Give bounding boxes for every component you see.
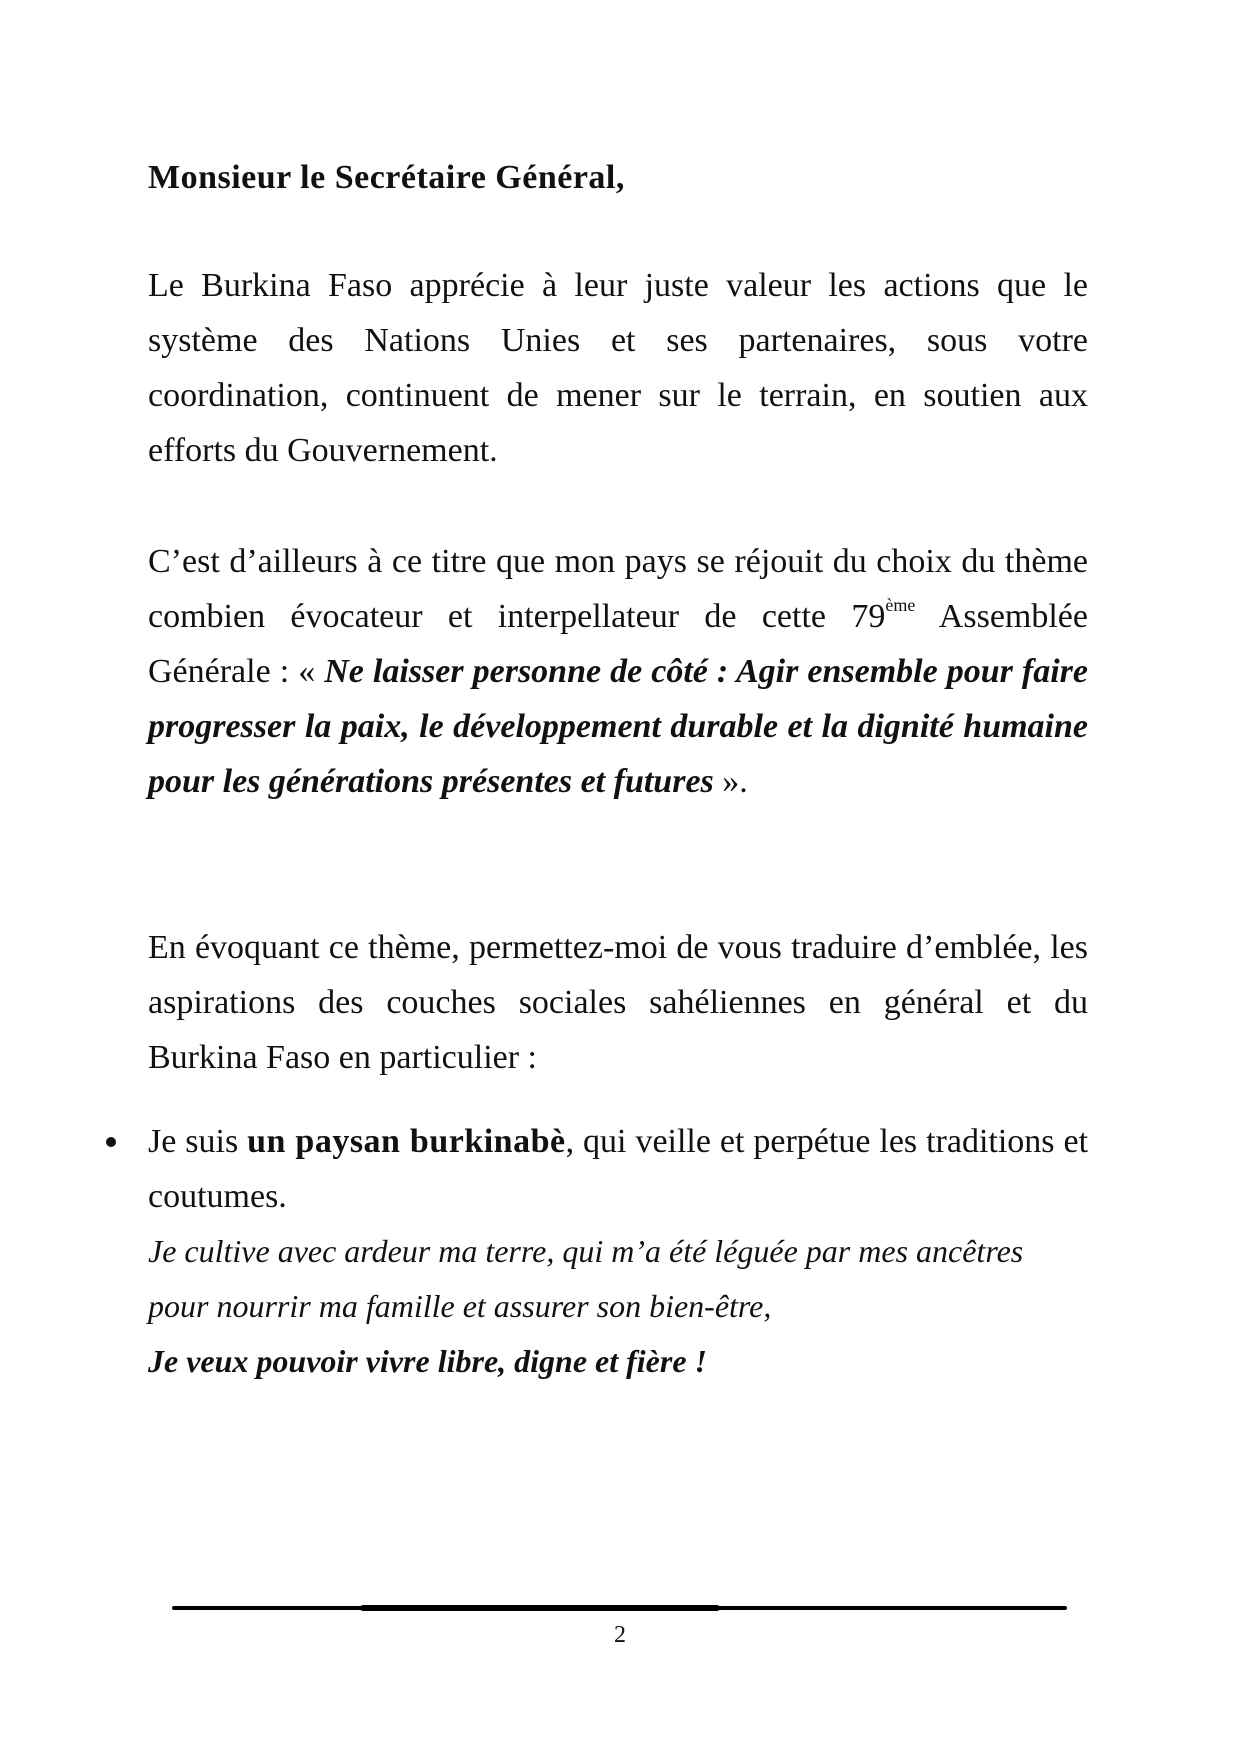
paragraph-2-after-sup: Assemblée Générale : «	[148, 598, 1088, 690]
page-number: 2	[614, 1622, 626, 1648]
bullet-marker	[106, 1137, 116, 1147]
paragraph-2-closing: ».	[713, 763, 748, 800]
paragraph-2-intro: C’est d’ailleurs à ce titre que mon pays se réjouit du choix du thème combien évocateur et interpellateur de cette 79	[148, 543, 1088, 635]
bullet-prefix: Je suis	[148, 1123, 248, 1160]
theme-quote: Ne laisser personne de côté : Agir ensemble pour faire progresser la paix, le développement durable et la dignité humaine pour les générations présentes et futures	[148, 653, 1088, 800]
footer-rule-accent	[360, 1605, 720, 1611]
bullet-suffix: , qui veille et perpétue les traditions et coutumes.	[148, 1123, 1089, 1215]
bullet-italic-line-2: pour nourrir ma famille et assurer son bien-être,	[148, 1288, 772, 1324]
paragraph-1: Le Burkina Faso apprécie à leur juste valeur les actions que le système des Nations Unies et ses partenaires, sous votre coordination, continuent de mener sur le terrain, en soutien aux efforts du Gouvernement.	[148, 267, 1088, 469]
bullet-bold-italic-line: Je veux pouvoir vivre libre, digne et fière !	[148, 1343, 707, 1379]
bullet-item	[148, 1114, 1088, 1389]
salutation: Monsieur le Secrétaire Général,	[148, 159, 625, 196]
bullet-bold: un paysan burkinabè	[247, 1123, 566, 1160]
bullet-first-sentence	[148, 1114, 1088, 1224]
paragraph-2-superscript: ème	[885, 594, 916, 615]
paragraph-3: En évoquant ce thème, permettez-moi de vous traduire d’emblée, les aspirations des couches sociales sahéliennes en général et du Burkina Faso en particulier :	[148, 929, 1088, 1076]
paragraph-2	[148, 534, 1088, 809]
bullet-italic-line-1: Je cultive avec ardeur ma terre, qui m’a été léguée par mes ancêtres	[148, 1233, 1024, 1269]
